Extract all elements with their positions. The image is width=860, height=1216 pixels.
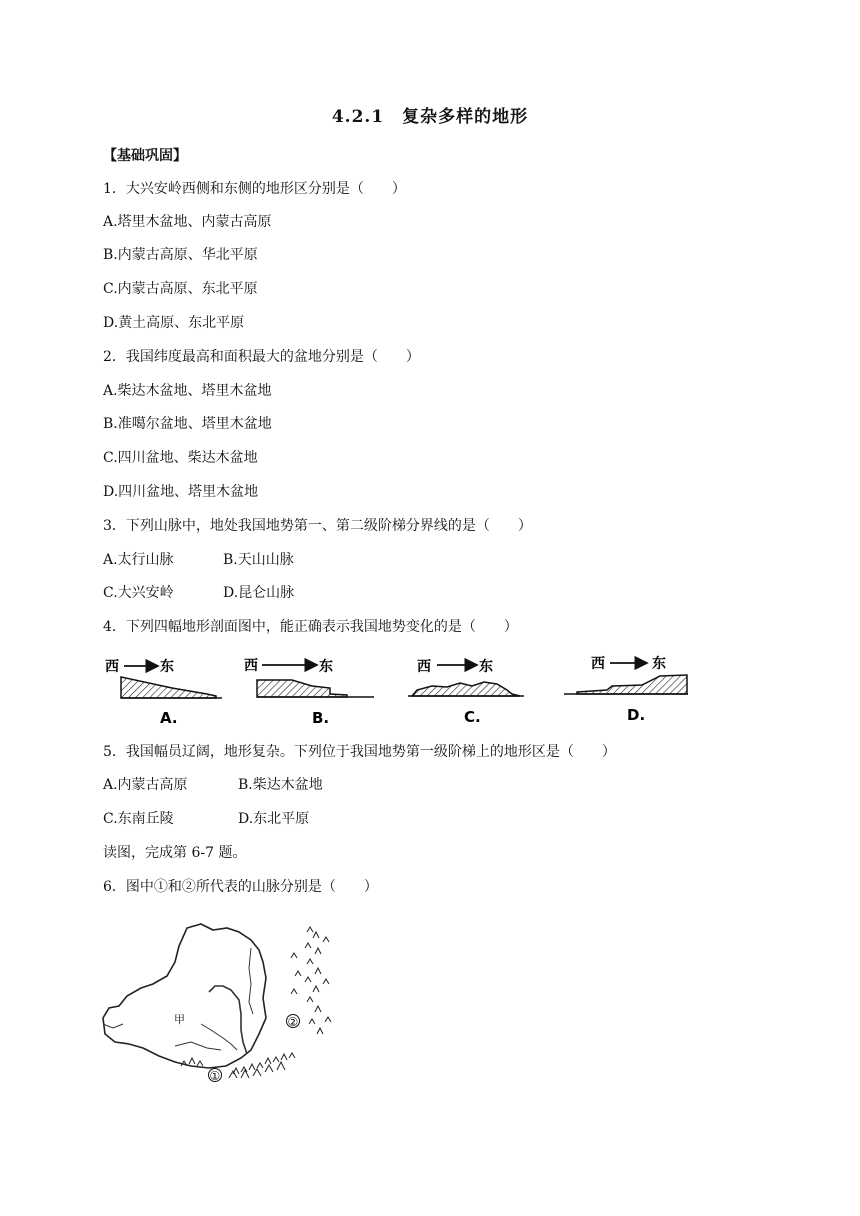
question-2-option-c: C.四川盆地、柴达木盆地 xyxy=(103,450,258,466)
river-3 xyxy=(175,1042,221,1050)
question-2-option-d: D.四川盆地、塔里木盆地 xyxy=(103,484,259,500)
question-1-option-d: D.黄土高原、东北平原 xyxy=(103,315,245,331)
question-5-option-a: A.内蒙古高原 xyxy=(103,777,188,793)
question-3-option-b: B.天山山脉 xyxy=(223,552,294,568)
profile-d-west-label: 西 xyxy=(591,656,605,672)
region-map xyxy=(101,918,335,1082)
profile-c-label: C. xyxy=(464,708,481,726)
profile-d-terrain xyxy=(577,675,687,694)
marker-2-label: ② xyxy=(287,1015,299,1029)
question-3-options-row-2 xyxy=(103,582,294,602)
profile-d-label: D. xyxy=(627,706,646,724)
question-2-option-b: B.准噶尔盆地、塔里木盆地 xyxy=(103,416,272,432)
question-6-stem: 6．图中①和②所代表的山脉分别是（ ） xyxy=(103,879,378,895)
question-5-stem: 5．我国幅员辽阔，地形复杂。下列位于我国地势第一级阶梯上的地形区是（ ） xyxy=(103,744,616,760)
terrain-profile-figure xyxy=(105,650,702,730)
main-river xyxy=(209,986,247,1054)
question-5-options-row-1 xyxy=(103,774,323,794)
question-5-option-b: B.柴达木盆地 xyxy=(238,777,323,793)
question-5-options-row-2 xyxy=(103,808,309,828)
question-3-option-d: D.昆仑山脉 xyxy=(223,585,295,601)
question-5-option-c: C.东南丘陵 xyxy=(103,811,174,827)
river-2 xyxy=(249,948,253,1014)
page-title: 4.2.1 复杂多样的地形 xyxy=(331,107,529,127)
profile-c-west-label: 西 xyxy=(417,659,431,675)
profile-d-east-label: 东 xyxy=(652,656,666,672)
profile-a-terrain xyxy=(121,677,216,698)
profile-a xyxy=(105,658,222,727)
profile-b xyxy=(244,658,374,727)
profile-c-east-label: 东 xyxy=(479,659,493,675)
region-label-jia: 甲 xyxy=(174,1013,185,1026)
coast-line xyxy=(103,1024,123,1028)
profile-c xyxy=(408,658,524,726)
question-1-option-c: C.内蒙古高原、东北平原 xyxy=(103,281,258,297)
profile-b-east-label: 东 xyxy=(319,659,333,675)
profile-c-terrain xyxy=(412,682,520,696)
question-1-option-a: A.塔里木盆地、内蒙古高原 xyxy=(103,214,272,230)
question-2-stem: 2．我国纬度最高和面积最大的盆地分别是（ ） xyxy=(103,349,420,365)
read-map-instruction: 读图，完成第 6-7 题。 xyxy=(103,845,247,861)
profile-b-label: B. xyxy=(312,709,330,727)
mountain-range-south xyxy=(181,1053,295,1078)
section-heading: 【基础巩固】 xyxy=(103,148,187,164)
profile-b-west-label: 西 xyxy=(244,658,258,674)
question-2-option-a: A.柴达木盆地、塔里木盆地 xyxy=(103,383,272,399)
question-5-option-d: D.东北平原 xyxy=(238,811,310,827)
question-4-stem: 4．下列四幅地形剖面图中，能正确表示我国地势变化的是（ ） xyxy=(103,619,518,635)
question-3-options-row-1 xyxy=(103,549,294,569)
river-1 xyxy=(201,1024,237,1050)
region-boundary xyxy=(103,924,266,1068)
question-1-stem: 1．大兴安岭西侧和东侧的地形区分别是（ ） xyxy=(103,181,406,197)
question-1-option-b: B.内蒙古高原、华北平原 xyxy=(103,247,258,263)
profile-a-label: A. xyxy=(160,709,178,727)
profile-b-terrain xyxy=(257,680,347,697)
question-3-option-a: A.太行山脉 xyxy=(103,552,174,568)
profile-d xyxy=(564,655,688,724)
marker-1-label: ① xyxy=(209,1069,221,1083)
profile-a-east-label: 东 xyxy=(160,659,174,675)
question-3-stem: 3．下列山脉中，地处我国地势第一、第二级阶梯分界线的是（ ） xyxy=(103,518,532,534)
question-3-option-c: C.大兴安岭 xyxy=(103,585,174,601)
profile-a-west-label: 西 xyxy=(105,659,119,675)
